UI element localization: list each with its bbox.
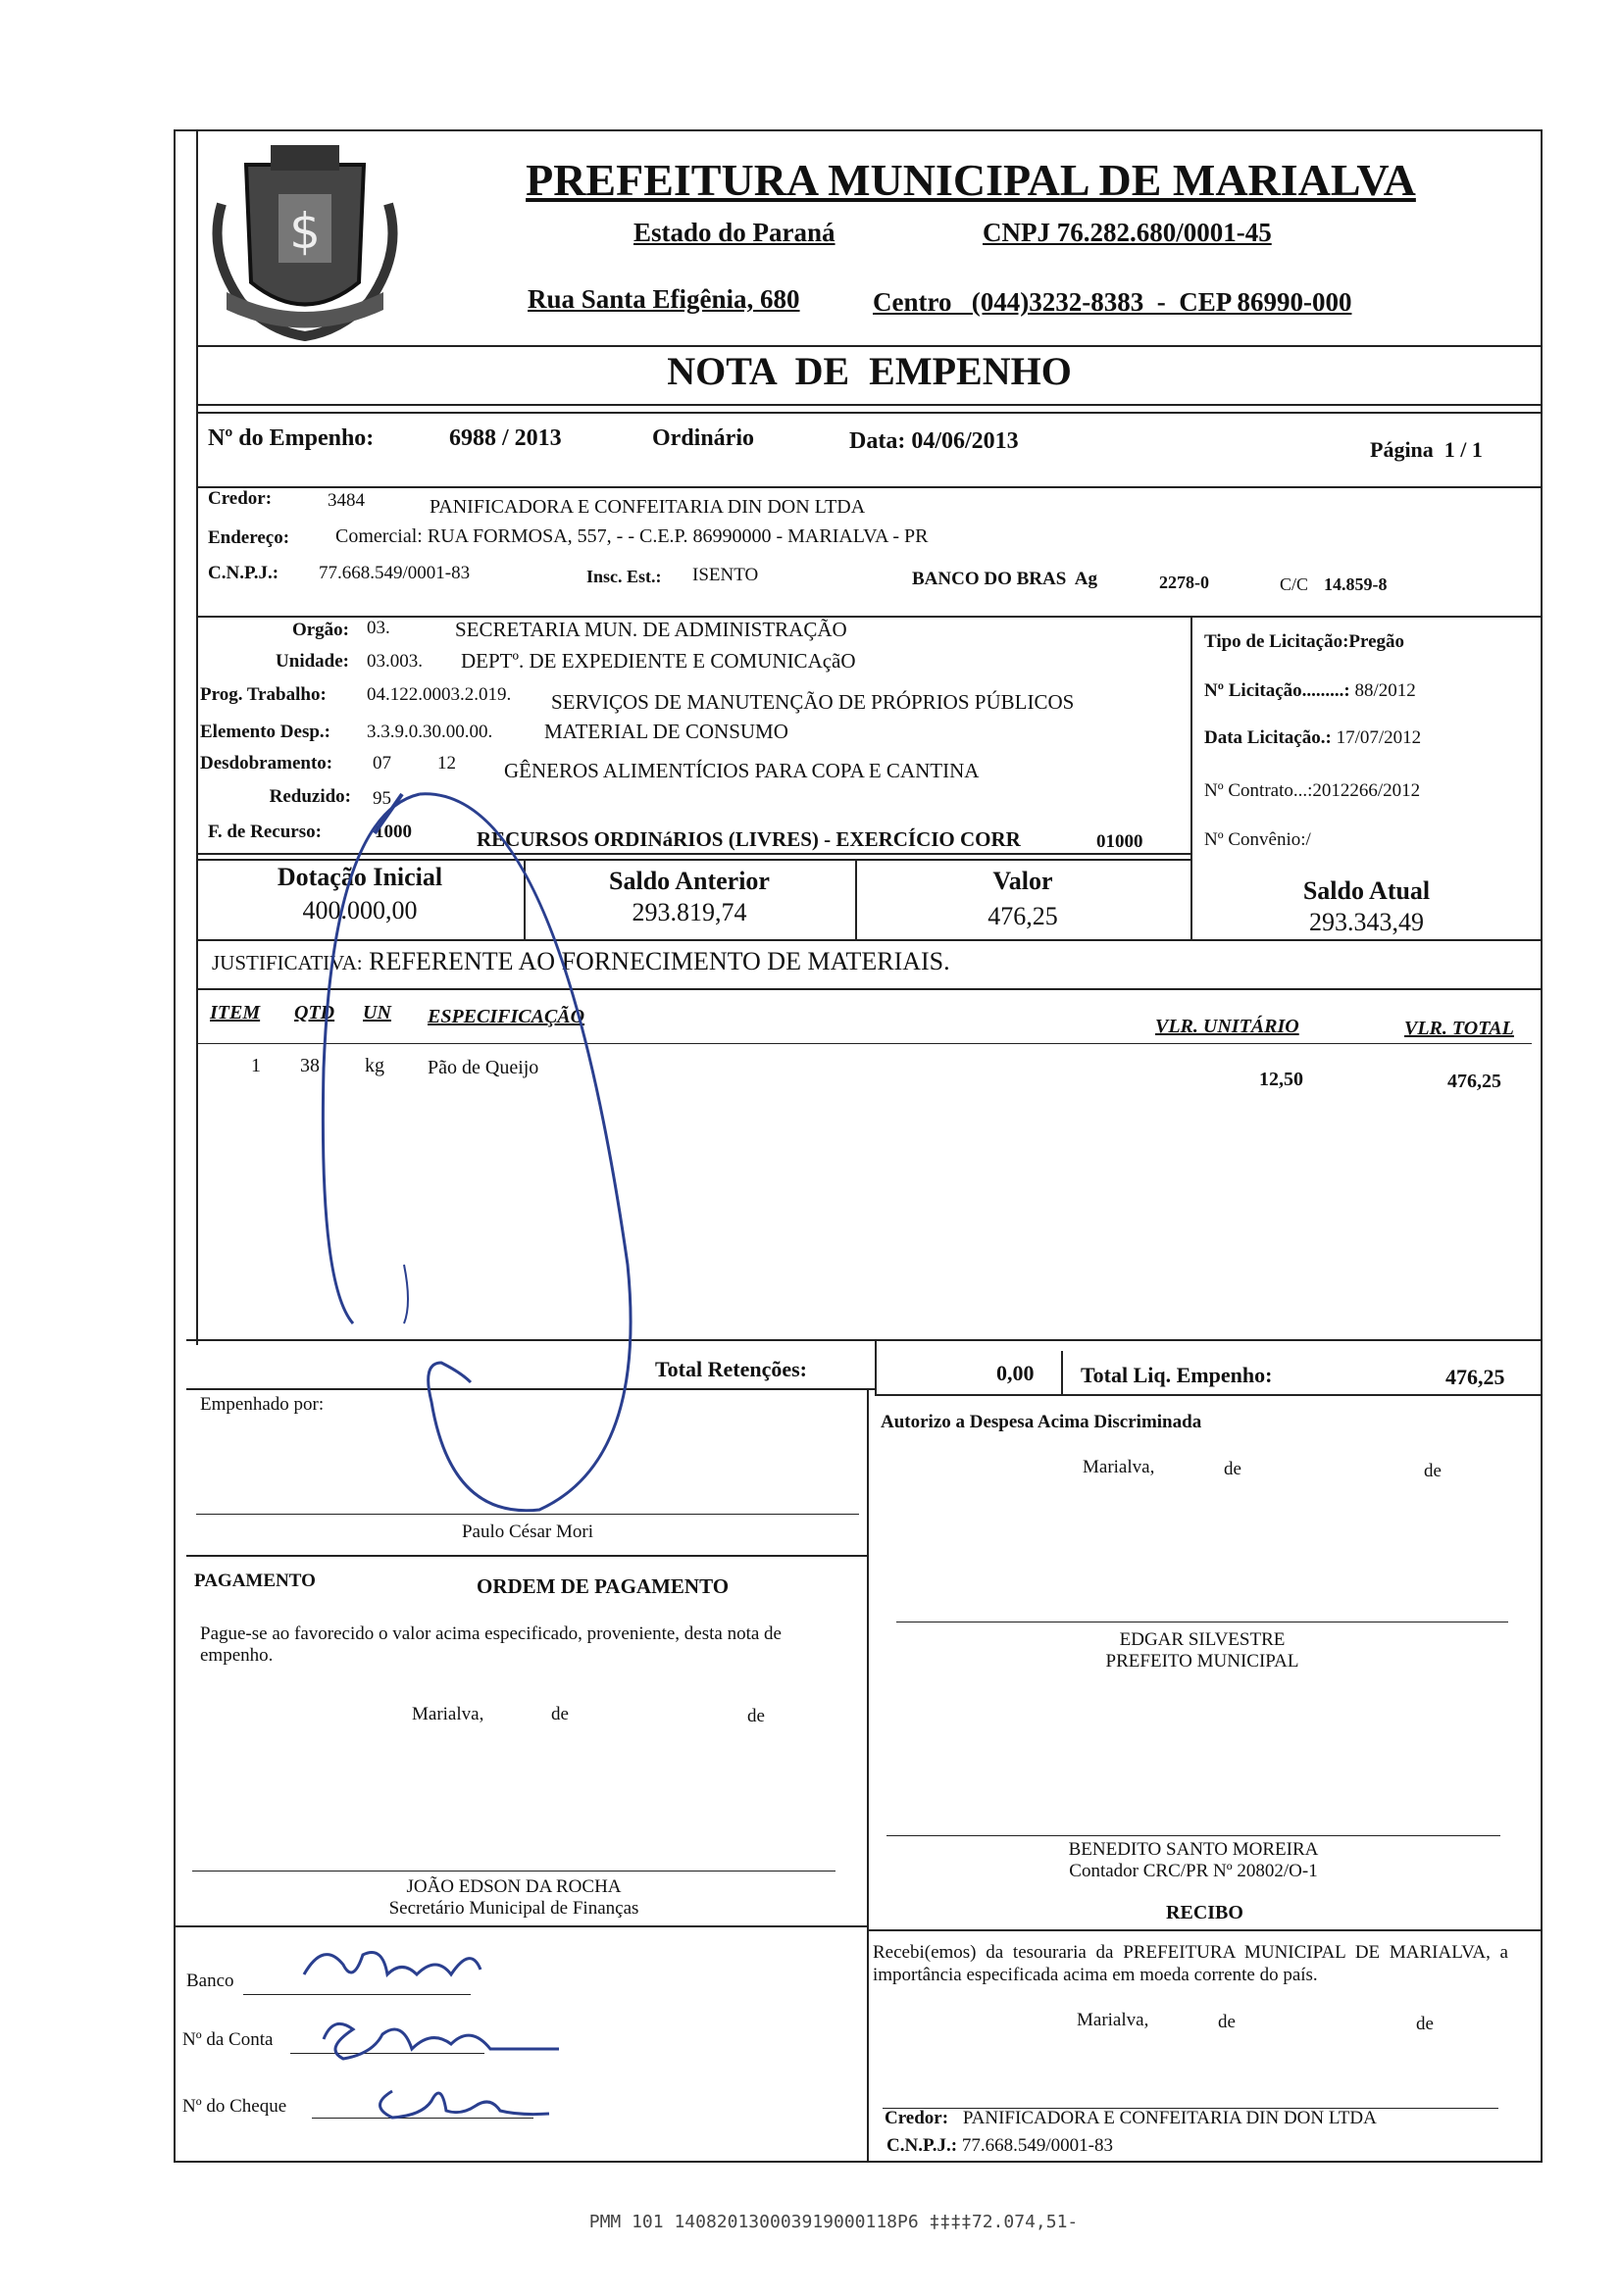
header-state: Estado do Paraná: [633, 218, 835, 247]
col-header-un: UN: [363, 1002, 391, 1023]
licitacao-convenio: Nº Convênio:/: [1204, 829, 1311, 850]
cheque-label: Nº do Cheque: [182, 2096, 287, 2117]
bank-section-top: [175, 1925, 867, 1927]
footer-code: PMM 101 140820130003919000118P6 ‡‡‡‡72.074,51-: [588, 2212, 1079, 2232]
retencoes-value: 0,00: [996, 1361, 1035, 1385]
desdob-desc: GÊNEROS ALIMENTÍCIOS PARA COPA E CANTINA: [504, 759, 980, 782]
elemento-desc: MATERIAL DE CONSUMO: [544, 720, 788, 743]
recibo-de1: de: [1218, 2012, 1236, 2032]
recibo-credor: [885, 2108, 1377, 2129]
col-header-vlr-total: VLR. TOTAL: [1404, 1018, 1514, 1039]
empenho-date: Data: 04/06/2013: [849, 428, 1019, 454]
banco-line: [243, 1994, 471, 1995]
title-divider-2: [196, 412, 1543, 414]
empenho-divider: [196, 486, 1543, 488]
conta-label: Nº da Conta: [182, 2029, 274, 2050]
pagamento-text: Pague-se ao favorecido o valor acima especificado, proveniente, desta nota de empenho.: [200, 1623, 782, 1666]
recibo-title: RECIBO: [1166, 1902, 1243, 1923]
credor-code: 3484: [328, 490, 365, 511]
totals-col: [875, 1339, 877, 1394]
empenho-label: Nº do Empenho:: [208, 425, 375, 451]
totals-bottom-right: [875, 1394, 1543, 1396]
recibo-cnpj-value: 77.668.549/0001-83: [961, 2135, 1113, 2156]
contador-role: Contador CRC/PR Nº 20802/O-1: [1069, 1861, 1318, 1881]
recibo-credor-label: Credor:: [885, 2108, 949, 2128]
unidade-code: 03.003.: [367, 651, 423, 672]
recibo-cnpj-label: C.N.P.J.:: [886, 2135, 958, 2156]
justificativa-text: REFERENTE AO FORNECIMENTO DE MATERIAIS.: [369, 947, 950, 975]
licitacao-data-value: 17/07/2012: [1336, 727, 1422, 748]
elemento-label: Elemento Desp.:: [200, 722, 330, 742]
page-number: Página 1 / 1: [1370, 437, 1483, 462]
dotacao-label: Dotação Inicial: [277, 863, 443, 891]
pagamento-city: Marialva,: [412, 1704, 484, 1724]
banco-handwriting: [294, 1935, 490, 1994]
prog-code: 04.122.0003.2.019.: [367, 684, 512, 705]
licitacao-numero: [1204, 680, 1416, 702]
insc-label: Insc. Est.:: [586, 567, 662, 586]
valor-value: 476,25: [987, 902, 1058, 930]
licitacao-data: [1204, 727, 1421, 749]
liq-value: 476,25: [1445, 1365, 1505, 1389]
document-title: NOTA DE EMPENHO: [667, 349, 1072, 393]
autorizo-text: Autorizo a Despesa Acima Discriminada: [881, 1412, 1202, 1432]
left-border-inner: [196, 129, 198, 1345]
credor-insc: ISENTO: [692, 565, 759, 585]
contador-name: BENEDITO SANTO MOREIRA: [1068, 1839, 1319, 1860]
empenhado-name: Paulo César Mori: [461, 1522, 594, 1542]
recurso-number: 01000: [1096, 831, 1143, 852]
reduzido-label: Reduzido:: [269, 786, 351, 807]
bank-name: BANCO DO BRAS Ag: [912, 569, 1097, 589]
credor-name: PANIFICADORA E CONFEITARIA DIN DON LTDA: [430, 496, 866, 518]
recurso-label: F. de Recurso:: [208, 822, 322, 842]
dotacao-value: 400.000,00: [302, 896, 418, 924]
header-street: Rua Santa Efigênia, 680: [528, 284, 800, 314]
row-vlr-unit: 12,50: [1259, 1069, 1303, 1090]
secretario-name: JOÃO EDSON DA ROCHA: [406, 1876, 622, 1897]
saldo-anterior-value: 293.819,74: [632, 898, 747, 926]
pagamento-top: [186, 1555, 867, 1557]
desdob-a: 07: [373, 753, 391, 774]
licitacao-numero-label: Nº Licitação.........:: [1204, 680, 1350, 701]
empenho-number: 6988 / 2013: [449, 425, 562, 451]
reduzido-code: 95: [373, 788, 391, 809]
address-label: Endereço:: [208, 527, 290, 548]
bank-agency: 2278-0: [1159, 573, 1209, 592]
cc-label: C/C: [1280, 574, 1309, 594]
svg-text:$: $: [289, 203, 321, 260]
recurso-code: 1000: [375, 822, 412, 842]
cheque-handwriting: [363, 2076, 559, 2125]
row-qtd: 38: [300, 1055, 320, 1076]
recibo-city: Marialva,: [1077, 2010, 1149, 2030]
elemento-code: 3.3.9.0.30.00.00.: [367, 722, 493, 742]
empenho-type: Ordinário: [652, 425, 755, 451]
credor-address: Comercial: RUA FORMOSA, 557, - - C.E.P. 86990000 - MARIALVA - PR: [335, 525, 929, 547]
credor-divider: [196, 616, 1543, 618]
autorizo-city: Marialva,: [1083, 1457, 1155, 1477]
row-item: 1: [251, 1055, 261, 1076]
unidade-desc: DEPTº. DE EXPEDIENTE E COMUNICAçãO: [461, 649, 856, 673]
title-divider: [196, 404, 1543, 406]
col-header-espec: ESPECIFICAÇÃO: [428, 1006, 585, 1027]
recibo-divider: [867, 1929, 1543, 1931]
conta-handwriting: [314, 2010, 569, 2069]
liq-label: Total Liq. Empenho:: [1081, 1363, 1273, 1387]
credor-cnpj: 77.668.549/0001-83: [319, 563, 471, 583]
row-un: kg: [365, 1055, 384, 1076]
col-header-qtd: QTD: [294, 1002, 335, 1023]
orgao-desc: SECRETARIA MUN. DE ADMINISTRAÇÃO: [455, 618, 847, 641]
header-cnpj: CNPJ 76.282.680/0001-45: [983, 218, 1272, 247]
orgao-code: 03.: [367, 618, 390, 638]
pagamento-label: PAGAMENTO: [194, 1571, 316, 1591]
ordem-pagamento: ORDEM DE PAGAMENTO: [477, 1574, 730, 1598]
col-header-vlr-unit: VLR. UNITÁRIO: [1155, 1016, 1299, 1037]
autorizo-de2: de: [1424, 1461, 1442, 1481]
recurso-desc: RECURSOS ORDINáRIOS (LIVRES) - EXERCÍCIO CORR: [477, 827, 1021, 851]
pagamento-de1: de: [551, 1704, 569, 1724]
orgao-label: Orgão:: [291, 620, 349, 640]
col-header-item: ITEM: [210, 1002, 261, 1023]
desdob-b: 12: [437, 753, 456, 774]
saldo-atual-label: Saldo Atual: [1302, 876, 1431, 905]
licitacao-numero-value: 88/2012: [1354, 680, 1416, 701]
desdob-label: Desdobramento:: [200, 753, 333, 774]
cnpj-label: C.N.P.J.:: [208, 563, 279, 583]
mid-vertical: [867, 1388, 869, 2163]
recibo-text: Recebi(emos) da tesouraria da PREFEITURA MUNICIPAL DE MARIALVA, a importância especificada acima em moeda corrente do país.: [873, 1942, 1508, 1985]
unidade-label: Unidade:: [276, 651, 349, 672]
secretario-role: Secretário Municipal de Finanças: [388, 1898, 639, 1919]
coat-of-arms-logo: [202, 135, 408, 343]
empenhado-label: Empenhado por:: [200, 1394, 325, 1415]
saldo-anterior-label: Saldo Anterior: [609, 867, 770, 895]
retencoes-label: Total Retenções:: [655, 1357, 807, 1381]
licitacao-tipo: Tipo de Licitação:Pregão: [1204, 631, 1405, 652]
row-vlr-total: 476,25: [1447, 1071, 1501, 1092]
credor-label: Credor:: [208, 488, 273, 509]
prog-desc: SERVIÇOS DE MANUTENÇÃO DE PRÓPRIOS PÚBLICOS: [551, 690, 1075, 714]
valor-label: Valor: [992, 867, 1053, 895]
totals-col2: [1061, 1351, 1063, 1394]
recibo-de2: de: [1416, 2014, 1434, 2034]
prog-label: Prog. Trabalho:: [200, 684, 327, 705]
licitacao-data-label: Data Licitação.:: [1204, 727, 1332, 748]
contador-signature-line: [886, 1835, 1500, 1836]
prefeito-name: EDGAR SILVESTRE: [1119, 1629, 1286, 1650]
justificativa-label: JUSTIFICATIVA:: [212, 951, 363, 974]
row-espec: Pão de Queijo: [428, 1057, 539, 1078]
saldo-atual-value: 293.343,49: [1309, 908, 1424, 936]
secretario-signature-line: [192, 1871, 835, 1872]
pagamento-de2: de: [747, 1706, 765, 1726]
licitacao-contrato: Nº Contrato...:2012266/2012: [1204, 780, 1421, 801]
recibo-cnpj: [886, 2135, 1113, 2157]
header-address: Centro (044)3232-8383 - CEP 86990-000: [873, 287, 1352, 317]
autorizo-de1: de: [1224, 1459, 1241, 1479]
banco-label: Banco: [186, 1971, 234, 1991]
header-title: PREFEITURA MUNICIPAL DE MARIALVA: [526, 155, 1416, 205]
header-divider: [196, 345, 1543, 347]
cc-number: 14.859-8: [1324, 574, 1388, 594]
recibo-credor-name: PANIFICADORA E CONFEITARIA DIN DON LTDA: [962, 2108, 1377, 2128]
prefeito-role: PREFEITO MUNICIPAL: [1105, 1651, 1299, 1672]
pen-ellipse-mark: [294, 774, 667, 1539]
